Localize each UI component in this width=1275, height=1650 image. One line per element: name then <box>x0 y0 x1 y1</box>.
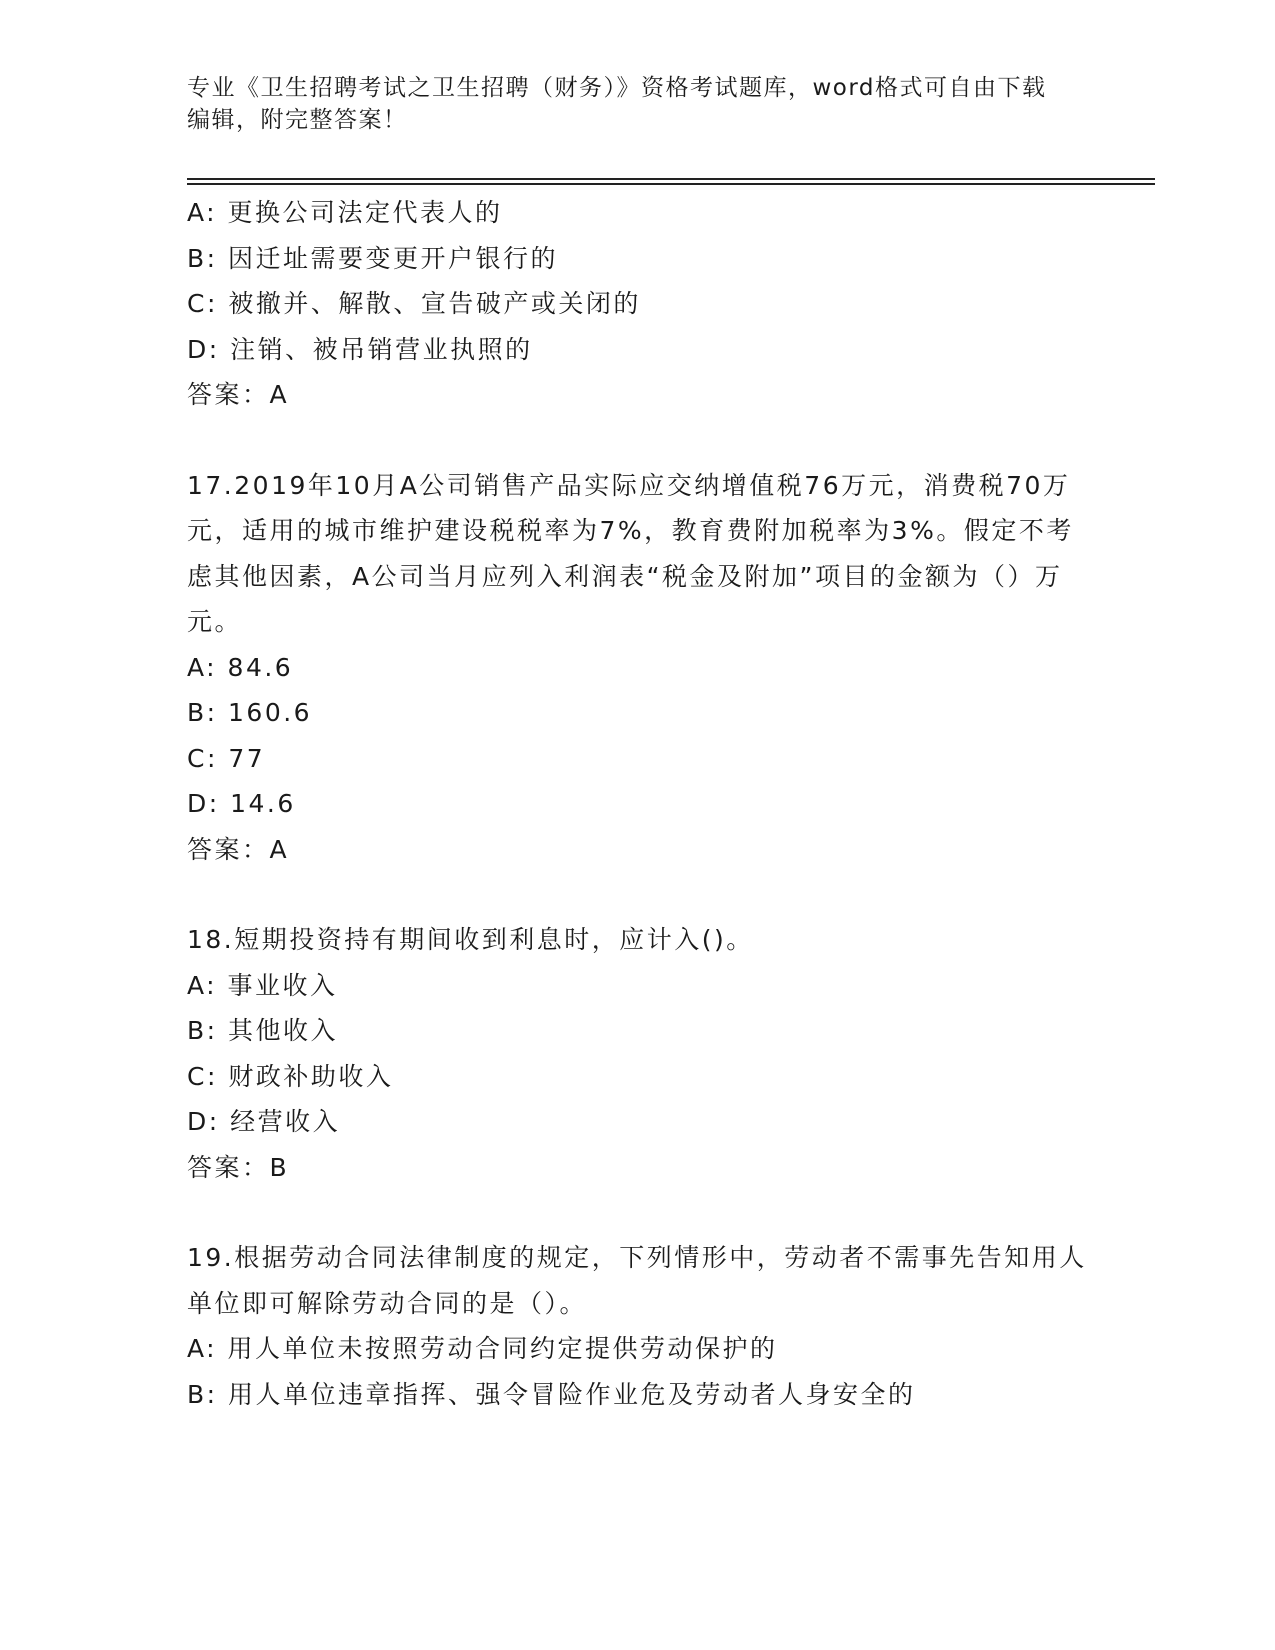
question-stem: 17.2019年10月A公司销售产品实际应交纳增值税76万元，消费税70万元，适用的城市维护建设税税率为7%，教育费附加税率为3%。假定不考虑其他因素，A公司当月应列入利润表“税金及附加”项目的金额为（）万元。 <box>187 470 1074 636</box>
option-c: C: 财政补助收入 <box>187 1061 394 1091</box>
spacer <box>187 1190 1087 1235</box>
question-18 <box>187 917 1087 1190</box>
spacer <box>187 418 1087 463</box>
document-header <box>187 72 1157 136</box>
option-a: A: 84.6 <box>187 652 294 682</box>
answer: 答案：A <box>187 834 290 864</box>
option-a: A: 用人单位未按照劳动合同约定提供劳动保护的 <box>187 1334 778 1363</box>
question-stem: 19.根据劳动合同法律制度的规定，下列情形中，劳动者不需事先告知用人单位即可解除劳动合同的是（）。 <box>187 1243 1087 1318</box>
answer: 答案：B <box>187 1152 290 1182</box>
question-19 <box>187 1235 1087 1417</box>
option-d: D: 14.6 <box>187 789 296 818</box>
option-a: A: 事业收入 <box>187 970 338 1000</box>
header-rule-top <box>187 178 1155 180</box>
option-c: C: 77 <box>187 743 266 773</box>
option-b: B: 160.6 <box>187 698 313 727</box>
header-rule-bottom <box>187 183 1155 185</box>
option-b: B: 其他收入 <box>187 1016 339 1045</box>
header-text: 专业《卫生招聘考试之卫生招聘（财务）》资格考试题库，word格式可自由下载编辑，附完整答案！ <box>187 75 1047 133</box>
question-16 <box>187 190 1087 418</box>
option-a: A: 更换公司法定代表人的 <box>187 198 503 227</box>
option-b: B: 因迁址需要变更开户银行的 <box>187 243 559 273</box>
spacer <box>187 872 1087 917</box>
question-17 <box>187 463 1087 873</box>
option-b: B: 用人单位违章指挥、强令冒险作业危及劳动者人身安全的 <box>187 1379 916 1409</box>
question-stem: 18.短期投资持有期间收到利息时，应计入()。 <box>187 925 754 954</box>
option-c: C: 被撤并、解散、宣告破产或关闭的 <box>187 289 641 318</box>
option-d: D: 经营收入 <box>187 1107 341 1136</box>
question-list <box>187 190 1087 1417</box>
option-d: D: 注销、被吊销营业执照的 <box>187 334 533 364</box>
answer: 答案：A <box>187 380 290 409</box>
